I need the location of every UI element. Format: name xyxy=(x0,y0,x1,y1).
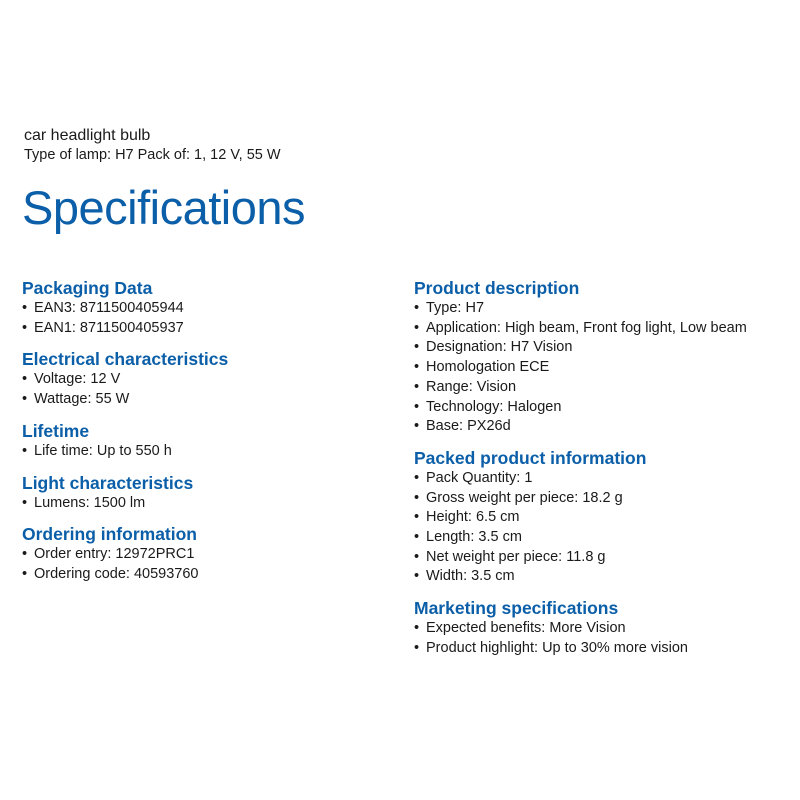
spec-item xyxy=(414,417,794,437)
spec-item xyxy=(414,567,794,587)
spec-item xyxy=(414,378,794,398)
spec-item xyxy=(22,370,382,390)
spec-item-text: Application: High beam, Front fog light, Low beam xyxy=(426,319,747,336)
spec-item xyxy=(414,358,794,378)
bullet-icon: • xyxy=(22,319,28,336)
spec-item-text: Voltage: 12 V xyxy=(34,371,121,388)
section-title: Packaging Data xyxy=(22,278,153,298)
spec-item-text: EAN3: 8711500405944 xyxy=(34,300,184,316)
spec-item-text: EAN1: 8711500405937 xyxy=(34,319,184,336)
spec-item xyxy=(414,338,794,358)
spec-list xyxy=(22,545,382,584)
section-electrical-characteristics xyxy=(22,348,382,409)
spec-item-text: Designation: H7 Vision xyxy=(426,339,573,356)
spec-item xyxy=(22,494,382,514)
spec-item-text: Range: Vision xyxy=(426,378,517,395)
bullet-icon: • xyxy=(22,371,28,388)
section-title: Packed product information xyxy=(414,447,647,468)
bullet-icon: • xyxy=(414,339,420,356)
spec-item-text: Order entry: 12972PRC1 xyxy=(34,546,195,563)
spec-item xyxy=(414,469,794,489)
spec-item xyxy=(414,619,794,639)
spec-item-text: Wattage: 55 W xyxy=(34,391,130,408)
spec-item xyxy=(414,508,794,528)
spec-list xyxy=(414,299,794,437)
left-column xyxy=(22,277,382,595)
spec-item-text: Homologation ECE xyxy=(426,359,550,376)
bullet-icon: • xyxy=(414,398,420,415)
bullet-icon: • xyxy=(414,509,420,526)
bullet-icon: • xyxy=(414,319,420,336)
spec-list xyxy=(414,619,794,658)
spec-item-text: Ordering code: 40593760 xyxy=(34,565,199,582)
spec-item xyxy=(22,390,382,410)
spec-list xyxy=(22,299,382,338)
spec-item xyxy=(22,319,382,339)
spec-item-text: Width: 3.5 cm xyxy=(426,568,515,585)
spec-item xyxy=(414,319,794,339)
right-column xyxy=(414,277,794,669)
bullet-icon: • xyxy=(414,469,420,486)
section-title: Product description xyxy=(414,278,580,298)
spec-item-text: Base: PX26d xyxy=(426,418,511,435)
bullet-icon: • xyxy=(414,639,420,656)
bullet-icon: • xyxy=(414,300,420,316)
section-title: Lifetime xyxy=(22,420,90,441)
bullet-icon: • xyxy=(414,418,420,435)
bullet-icon: • xyxy=(414,620,420,637)
page-title: Specifications xyxy=(22,181,305,234)
section-title: Ordering information xyxy=(22,524,197,545)
bullet-icon: • xyxy=(22,442,28,459)
bullet-icon: • xyxy=(414,568,420,585)
spec-item-text: Type: H7 xyxy=(426,300,485,316)
spec-item-text: Pack Quantity: 1 xyxy=(426,469,533,486)
bullet-icon: • xyxy=(22,565,28,582)
section-light-characteristics xyxy=(22,472,382,514)
spec-item xyxy=(22,565,382,585)
spec-item xyxy=(414,548,794,568)
product-subtitle: Type of lamp: H7 Pack of: 1, 12 V, 55 W xyxy=(24,147,281,163)
spec-item xyxy=(22,442,382,462)
bullet-icon: • xyxy=(414,378,420,395)
spec-item-text: Net weight per piece: 11.8 g xyxy=(426,548,606,565)
spec-item xyxy=(414,489,794,509)
bullet-icon: • xyxy=(22,494,28,511)
section-marketing-specifications xyxy=(414,597,794,658)
section-lifetime xyxy=(22,420,382,462)
section-title: Light characteristics xyxy=(22,472,194,493)
bullet-icon: • xyxy=(22,300,28,316)
bullet-icon: • xyxy=(22,391,28,408)
section-packed-product-information xyxy=(414,447,794,587)
section-packaging-data xyxy=(22,277,382,338)
spec-item-text: Length: 3.5 cm xyxy=(426,529,522,546)
spec-list xyxy=(22,494,382,514)
bullet-icon: • xyxy=(22,546,28,563)
spec-item-text: Product highlight: Up to 30% more vision xyxy=(426,639,688,656)
spec-item xyxy=(414,639,794,659)
spec-list xyxy=(22,442,382,462)
spec-item-text: Lumens: 1500 lm xyxy=(34,494,146,511)
section-ordering-information xyxy=(22,523,382,584)
bullet-icon: • xyxy=(414,548,420,565)
spec-item-text: Height: 6.5 cm xyxy=(426,509,520,526)
spec-list xyxy=(22,370,382,409)
spec-item xyxy=(414,299,794,319)
spec-item-text: Technology: Halogen xyxy=(426,398,562,415)
product-header xyxy=(24,126,281,164)
spec-item xyxy=(414,398,794,418)
spec-item xyxy=(22,545,382,565)
bullet-icon: • xyxy=(414,359,420,376)
spec-item-text: Life time: Up to 550 h xyxy=(34,442,172,459)
spec-item-text: Expected benefits: More Vision xyxy=(426,620,626,637)
spec-item xyxy=(22,299,382,319)
section-title: Marketing specifications xyxy=(414,598,619,619)
spec-list xyxy=(414,469,794,587)
section-product-description xyxy=(414,277,794,437)
bullet-icon: • xyxy=(414,529,420,546)
product-name: car headlight bulb xyxy=(24,127,151,144)
spec-item-text: Gross weight per piece: 18.2 g xyxy=(426,489,623,506)
section-title: Electrical characteristics xyxy=(22,349,229,370)
spec-item xyxy=(414,528,794,548)
bullet-icon: • xyxy=(414,489,420,506)
